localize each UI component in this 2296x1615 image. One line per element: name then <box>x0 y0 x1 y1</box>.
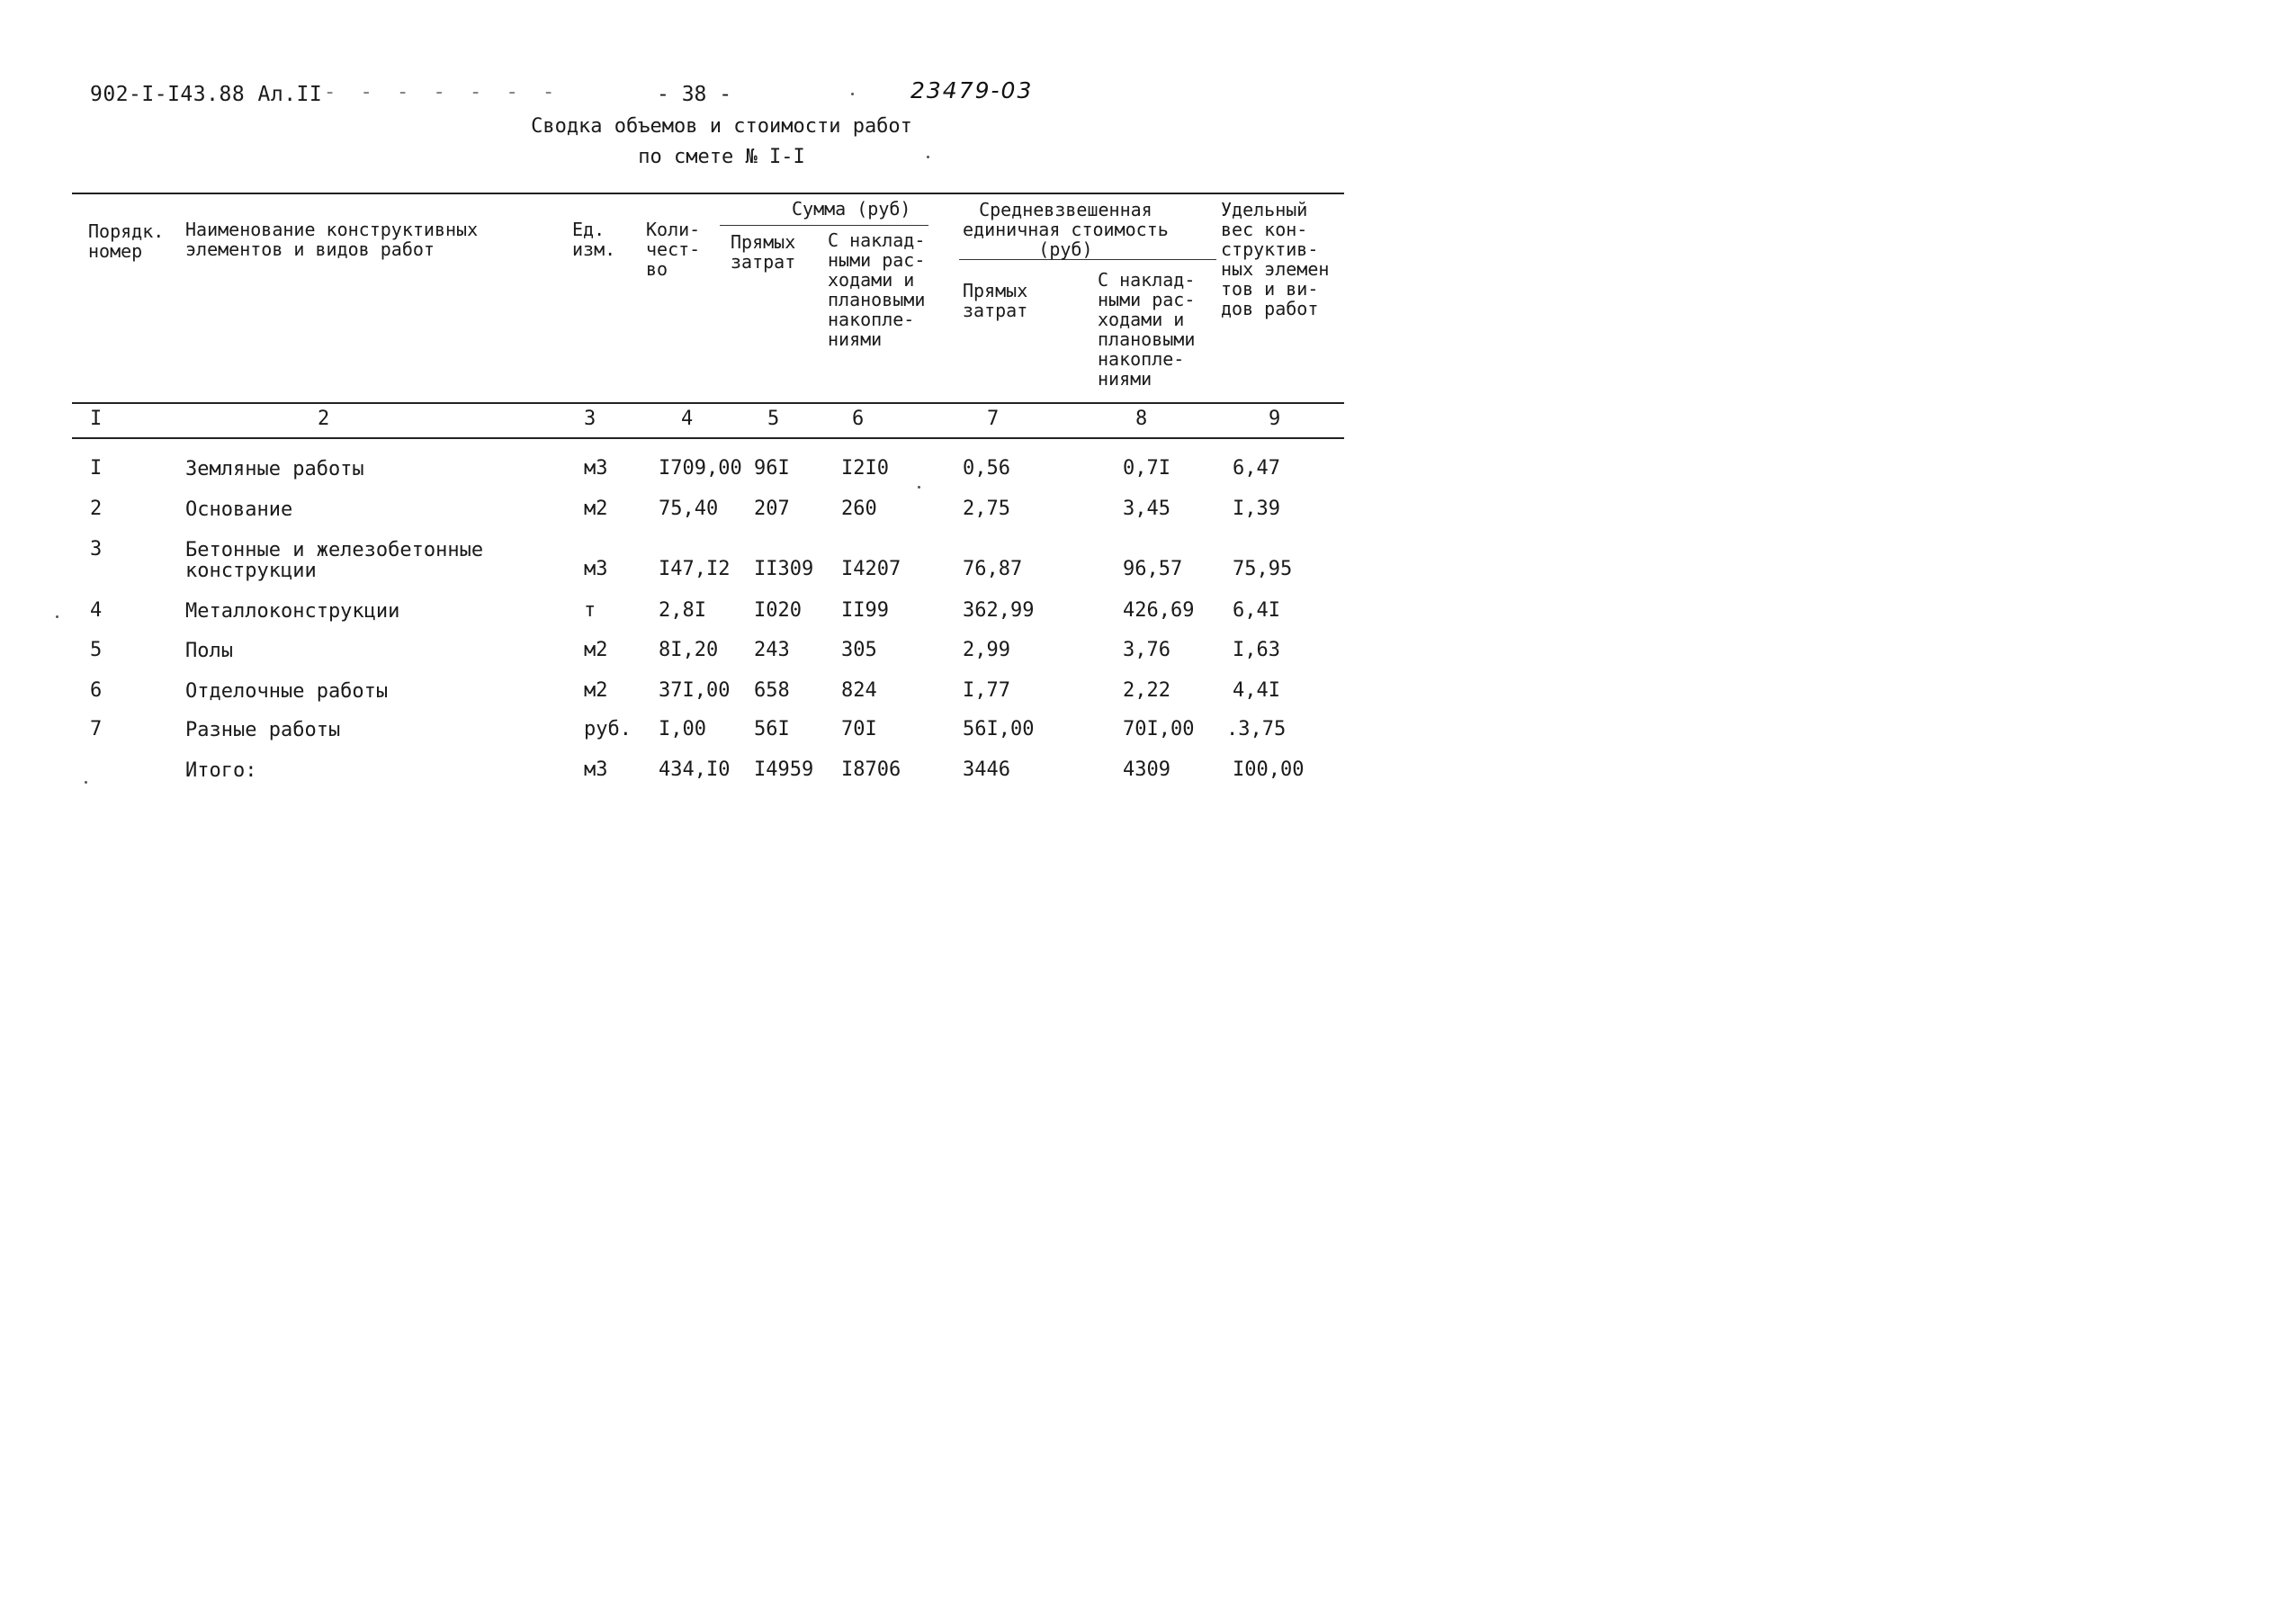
row-weight: .3,75 <box>1226 718 1287 740</box>
row-number: 5 <box>90 639 103 661</box>
row-number: 4 <box>90 599 103 622</box>
column-numbers-rule <box>72 437 1344 439</box>
row-sum-direct: 658 <box>754 679 790 702</box>
scan-speck <box>56 615 58 618</box>
total-avg-overhead: 4309 <box>1123 758 1170 781</box>
row-quantity: I47,I2 <box>659 558 731 580</box>
document-subtitle: по смете № I-I <box>638 146 805 168</box>
row-number: 2 <box>90 498 103 520</box>
row-avg-direct: 56I,00 <box>963 718 1035 740</box>
document-code: 902-I-I43.88 Ал.II <box>90 83 323 106</box>
row-name: Металлоконструкции <box>185 600 400 623</box>
column-number-7: 7 <box>987 408 1000 430</box>
column-number-9: 9 <box>1269 408 1281 430</box>
row-unit: т <box>584 599 596 622</box>
row-avg-overhead: 70I,00 <box>1123 718 1195 740</box>
column-number-1: I <box>90 408 103 430</box>
row-avg-direct: 0,56 <box>963 457 1010 480</box>
row-sum-direct: 96I <box>754 457 790 480</box>
handwritten-stamp-number: 23479-03 <box>910 77 1034 103</box>
row-sum-direct: II309 <box>754 558 814 580</box>
header-order-number: Порядк. номер <box>88 220 165 262</box>
row-avg-overhead: 2,22 <box>1123 679 1170 702</box>
header-avg-group: Средневзвешенная единичная стоимость (руб) <box>963 199 1169 260</box>
row-weight: 6,47 <box>1233 457 1280 480</box>
column-number-4: 4 <box>681 408 694 430</box>
header-quantity: Коли- чест- во <box>646 219 701 280</box>
header-sum-group: Сумма (руб) <box>792 198 911 220</box>
row-sum-overhead: 824 <box>841 679 877 702</box>
row-avg-overhead: 96,57 <box>1123 558 1183 580</box>
row-sum-overhead: 260 <box>841 498 877 520</box>
total-sum-direct: I4959 <box>754 758 814 781</box>
row-sum-direct: 243 <box>754 639 790 661</box>
header-sum-overhead: С наклад- ными рас- ходами и плановыми накопле- ниями <box>828 229 926 350</box>
row-avg-direct: I,77 <box>963 679 1010 702</box>
column-number-3: 3 <box>584 408 596 430</box>
total-unit: м3 <box>584 758 608 781</box>
scan-speck <box>918 486 920 489</box>
row-unit: м2 <box>584 679 608 702</box>
column-number-2: 2 <box>318 408 330 430</box>
total-avg-direct: 3446 <box>963 758 1010 781</box>
row-sum-overhead: I2I0 <box>841 457 889 480</box>
total-weight: I00,00 <box>1233 758 1305 781</box>
row-unit: м3 <box>584 457 608 480</box>
row-name: Полы <box>185 640 233 662</box>
row-avg-overhead: 3,76 <box>1123 639 1170 661</box>
row-avg-overhead: 426,69 <box>1123 599 1195 622</box>
document-title: Сводка объемов и стоимости работ <box>531 115 912 138</box>
total-quantity: 434,I0 <box>659 758 731 781</box>
total-sum-overhead: I8706 <box>841 758 901 781</box>
row-name: Земляные работы <box>185 458 364 480</box>
decorative-dashes: - - - - - - - <box>324 81 561 103</box>
row-unit: м3 <box>584 558 608 580</box>
header-unit: Ед. изм. <box>572 219 616 260</box>
row-sum-direct: 56I <box>754 718 790 740</box>
row-sum-overhead: I4207 <box>841 558 901 580</box>
row-sum-overhead: II99 <box>841 599 889 622</box>
header-sum-direct: Прямых затрат <box>731 231 796 273</box>
row-sum-direct: I020 <box>754 599 802 622</box>
row-quantity: 2,8I <box>659 599 706 622</box>
column-number-8: 8 <box>1135 408 1148 430</box>
row-avg-direct: 2,99 <box>963 639 1010 661</box>
header-avg-overhead: С наклад- ными рас- ходами и плановыми накопле- ниями <box>1098 269 1196 390</box>
sum-group-rule <box>720 225 928 226</box>
column-number-6: 6 <box>852 408 865 430</box>
row-weight: 75,95 <box>1233 558 1293 580</box>
row-weight: I,39 <box>1233 498 1280 520</box>
row-unit: м2 <box>584 639 608 661</box>
row-name: Бетонные и железобетонные конструкции <box>185 539 484 582</box>
page-number: - 38 - <box>657 83 732 106</box>
row-quantity: 8I,20 <box>659 639 719 661</box>
row-avg-overhead: 0,7I <box>1123 457 1170 480</box>
column-number-5: 5 <box>767 408 780 430</box>
row-avg-overhead: 3,45 <box>1123 498 1170 520</box>
row-avg-direct: 2,75 <box>963 498 1010 520</box>
row-quantity: 75,40 <box>659 498 719 520</box>
row-weight: 6,4I <box>1233 599 1280 622</box>
row-sum-overhead: 70I <box>841 718 877 740</box>
header-bottom-rule <box>72 402 1344 404</box>
row-number: 7 <box>90 718 103 740</box>
row-name: Основание <box>185 498 293 521</box>
row-unit: м2 <box>584 498 608 520</box>
row-weight: 4,4I <box>1233 679 1280 702</box>
row-sum-direct: 207 <box>754 498 790 520</box>
header-name: Наименование конструктивных элементов и видов работ <box>185 219 479 260</box>
scan-speck <box>851 93 854 95</box>
row-weight: I,63 <box>1233 639 1280 661</box>
row-quantity: 37I,00 <box>659 679 731 702</box>
row-avg-direct: 76,87 <box>963 558 1023 580</box>
row-name: Отделочные работы <box>185 680 389 703</box>
header-weight: Удельный вес кон- структив- ных элемен тов и ви- дов работ <box>1221 199 1330 319</box>
table-top-rule <box>72 193 1344 194</box>
scan-speck <box>927 156 929 158</box>
row-number: 6 <box>90 679 103 702</box>
row-sum-overhead: 305 <box>841 639 877 661</box>
row-quantity: I709,00 <box>659 457 742 480</box>
total-label: Итого: <box>185 759 257 782</box>
scan-speck <box>85 781 87 784</box>
row-avg-direct: 362,99 <box>963 599 1035 622</box>
row-number: I <box>90 457 103 480</box>
row-name: Разные работы <box>185 719 341 741</box>
row-unit: руб. <box>584 718 632 740</box>
row-number: 3 <box>90 538 103 561</box>
row-quantity: I,00 <box>659 718 706 740</box>
header-avg-direct: Прямых затрат <box>963 280 1028 321</box>
